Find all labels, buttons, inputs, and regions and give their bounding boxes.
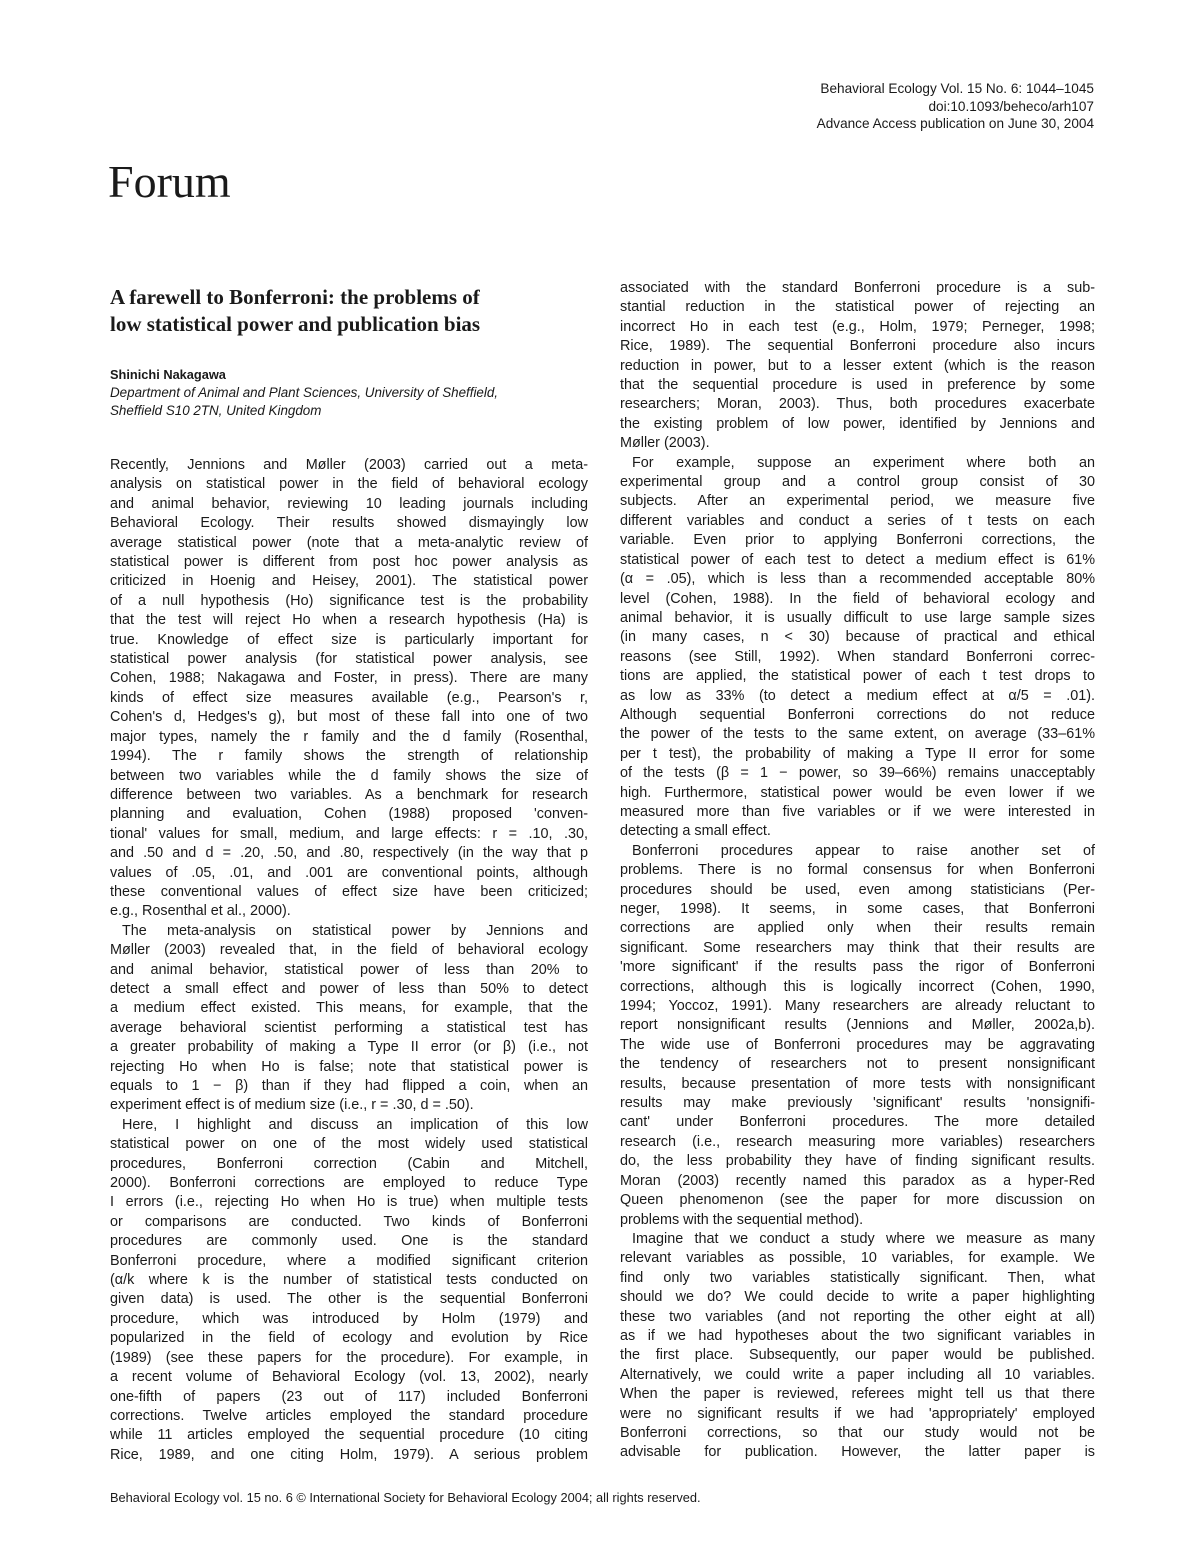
text-line: When the paper is reviewed, referees might tell us that there (620, 1386, 1095, 1403)
text-line: Bonferroni corrections, so that our study would not be (620, 1424, 1095, 1441)
text-line: (α = .05), which is less than a recommended acceptable 80% (620, 571, 1095, 588)
text-line: reduction in power, but to a lesser extent (which is the reason (620, 357, 1095, 374)
text-line: Although sequential Bonferroni corrections do not reduce (620, 706, 1095, 723)
affiliation-line-1: Department of Animal and Plant Sciences, University of Sheffield, (110, 385, 499, 400)
text-line: report nonsignificant results (Jennions and Møller, 2002a,b). (620, 1017, 1095, 1034)
publication-date: Advance Access publication on June 30, 2004 (816, 116, 1094, 131)
text-line: The wide use of Bonferroni procedures may be aggravating (620, 1036, 1095, 1053)
text-line: should we do? We could decide to write a paper highlighting (620, 1289, 1095, 1306)
text-line: For example, suppose an experiment where both an (632, 454, 1095, 471)
text-line: given data) is used. The other is the sequential Bonferroni (110, 1291, 588, 1308)
text-line: procedure, which was introduced by Holm (1979) and (110, 1310, 588, 1327)
text-line: as low as 33% (to detect a medium effect at α/5 = .01). (620, 687, 1095, 704)
journal-header (817, 80, 1094, 133)
text-line: Moran (2003) recently named this paradox as a hyper-Red (620, 1172, 1095, 1189)
text-line: Cohen's d, Hedges's g), but most of these fall into one of two (110, 709, 588, 726)
text-line: the first place. Subsequently, our paper would be published. (620, 1347, 1095, 1364)
text-line: the tendency of researchers not to present nonsignificant (620, 1056, 1095, 1073)
article-title (110, 284, 588, 338)
text-line: corrections are applied only when their results remain (620, 920, 1095, 937)
text-line: relevant variables as possible, 10 variables, for example. We (620, 1250, 1095, 1267)
text-line: criticized in Hoenig and Heisey, 2001). The statistical power (110, 573, 588, 590)
text-line: experiment effect is of medium size (i.e., r = .30, d = .50). (110, 1097, 474, 1114)
doi: doi:10.1093/beheco/arh107 (928, 98, 1094, 114)
text-line: corrections, although this is logically incorrect (Cohen, 1990, (620, 978, 1095, 995)
text-line: Queen phenomenon (see the paper for more discussion on (620, 1192, 1095, 1209)
text-line: a greater probability of making a Type II error (or β) (i.e., not (110, 1039, 588, 1056)
text-line: (α/k where k is the number of statistical tests conducted on (110, 1272, 588, 1289)
text-line: animal behavior, it is usually difficult to use large sample sizes (620, 609, 1095, 626)
text-line: experimental group and a control group consist of 30 (620, 474, 1095, 491)
text-line: do, the less probability they have of finding significant results. (620, 1153, 1095, 1170)
text-line: neger, 1998). It seems, in some cases, that Bonferroni (620, 901, 1095, 917)
text-line: Møller (2003) revealed that, in the field of behavioral ecology (110, 942, 588, 959)
text-line: while 11 articles employed the sequential procedure (10 citing (110, 1427, 588, 1444)
text-line: cant' under Bonferroni procedures. The more detailed (620, 1114, 1095, 1131)
text-line: (1989) (see these papers for the procedure). For example, in (110, 1349, 588, 1366)
text-line: Alternatively, we could write a paper including all 10 variables. (620, 1366, 1095, 1383)
text-line: high. Furthermore, statistical power would be even lower if we (620, 784, 1095, 801)
text-line: 'more significant' if the results pass the rigor of Bonferroni (620, 959, 1095, 976)
text-line: associated with the standard Bonferroni procedure is a sub- (620, 280, 1095, 296)
text-line: or comparisons are conducted. Two kinds of Bonferroni (110, 1213, 588, 1230)
text-line: (in many cases, n < 30) because of practical and ethical (620, 629, 1095, 646)
left-column-body (110, 456, 588, 1465)
text-line: incorrect Ho in each test (e.g., Holm, 1979; Perneger, 1998; (620, 318, 1095, 335)
text-line: procedures should be used, even among statisticians (Per- (620, 881, 1095, 898)
text-line: results, because presentation of more tests with nonsignificant (620, 1075, 1095, 1092)
text-line: and animal behavior, statistical power of less than 20% to (110, 961, 588, 978)
text-line: problems. There is no formal consensus for when Bonferroni (620, 862, 1095, 879)
text-line: Behavioral Ecology. Their results showed dismayingly low (110, 515, 588, 532)
text-line: statistical power on one of the most widely used statistical (110, 1136, 588, 1153)
text-line: the existing problem of low power, identified by Jennions and (620, 415, 1095, 432)
text-line: 2000). Bonferroni corrections are employed to reduce Type (110, 1175, 588, 1192)
text-line: procedures are commonly used. One is the standard (110, 1233, 588, 1250)
text-line: values of .05, .01, and .001 are conventional points, although (110, 864, 588, 881)
title-line-1: A farewell to Bonferroni: the problems of (110, 285, 480, 309)
title-line-2: low statistical power and publication bias (110, 312, 481, 336)
affiliation-line-2: Sheffield S10 2TN, United Kingdom (110, 403, 322, 418)
text-line: between two variables while the d family shows the size of (110, 767, 588, 784)
right-column-body (620, 279, 1095, 1463)
text-line: Recently, Jennions and Møller (2003) carried out a meta- (110, 457, 588, 473)
text-line: results may make previously 'significant' results 'nonsignifi- (620, 1095, 1095, 1112)
text-line: problems with the sequential method). (620, 1211, 864, 1228)
text-line: the power of the tests to the same extent, on average (33–61% (620, 726, 1095, 743)
text-line: procedures, Bonferroni correction (Cabin and Mitchell, (110, 1155, 588, 1172)
text-line: a medium effect existed. This means, for example, that the (110, 1000, 588, 1017)
text-line: statistical power of each test to detect a medium effect is 61% (620, 551, 1095, 568)
text-line: The meta-analysis on statistical power by Jennions and (122, 922, 588, 939)
text-line: Rice, 1989). The sequential Bonferroni procedure also incurs (620, 338, 1095, 355)
text-line: variable. Even prior to applying Bonferroni corrections, the (620, 532, 1095, 549)
text-line: one-fifth of papers (23 out of 117) included Bonferroni (110, 1388, 588, 1405)
text-line: and animal behavior, reviewing 10 leading journals including (110, 495, 588, 512)
text-line: significant. Some researchers may think that their results are (620, 939, 1095, 956)
text-line: and .50 and d = .20, .50, and .80, respectively (in the way that p (110, 845, 588, 862)
text-line: corrections. Twelve articles employed the standard procedure (110, 1407, 588, 1424)
author-affiliation (110, 384, 588, 420)
text-line: of a null hypothesis (Ho) significance test is the probability (110, 592, 588, 609)
text-line: Rice, 1989, and one citing Holm, 1979). A serious problem (110, 1446, 588, 1463)
text-line: Imagine that we conduct a study where we measure as many (632, 1230, 1095, 1247)
text-line: e.g., Rosenthal et al., 2000). (110, 903, 291, 920)
text-line: researchers; Moran, 2003). Thus, both procedures exacerbate (620, 396, 1095, 413)
text-line: measured more than five variables or if we were interested in (620, 803, 1095, 820)
text-line: level (Cohen, 1988). In the field of behavioral ecology and (620, 590, 1095, 607)
text-line: reasons (see Still, 1992). When standard Bonferroni correc- (620, 648, 1095, 665)
text-line: true. Knowledge of effect size is particularly important for (110, 631, 588, 648)
text-line: major types, namely the r family and the d family (Rosenthal, (110, 728, 588, 745)
text-line: Cohen, 1988; Nakagawa and Foster, in press). There are many (110, 670, 588, 687)
journal-citation: Behavioral Ecology Vol. 15 No. 6: 1044–1045 (820, 81, 1094, 96)
text-line: statistical power analysis (for statistical power analysis, see (110, 651, 588, 668)
text-line: detect a small effect and power of less than 50% to detect (110, 980, 588, 997)
text-line: per t test), the probability of making a Type II error for some (620, 745, 1095, 762)
text-line: that the test will reject Ho when a research hypothesis (Ha) is (110, 612, 588, 629)
text-line: Here, I highlight and discuss an implication of this low (122, 1116, 588, 1133)
text-line: I errors (i.e., rejecting Ho when Ho is true) when multiple tests (110, 1194, 588, 1211)
text-line: planning and evaluation, Cohen (1988) proposed 'conven- (110, 806, 588, 823)
text-line: as if we had hypotheses about the two significant variables in (620, 1327, 1095, 1344)
text-line: statistical power is different from post hoc power analysis as (110, 554, 588, 571)
text-line: 1994). The r family shows the strength of relationship (110, 748, 588, 765)
text-line: average statistical power (note that a meta-analytic review of (110, 534, 588, 551)
text-line: analysis on statistical power in the field of behavioral ecology (110, 476, 588, 493)
text-line: Bonferroni procedures appear to raise another set of (632, 842, 1095, 859)
section-label: Forum (108, 156, 231, 207)
text-line: Møller (2003). (620, 435, 710, 452)
text-line: tions are applied, the statistical power of each t test drops to (620, 668, 1095, 685)
text-line: 1994; Yoccoz, 1991). Many researchers are already reluctant to (620, 998, 1095, 1015)
text-line: find only two variables statistically significant. Then, what (620, 1269, 1095, 1286)
text-line: research (i.e., research measuring more variables) researchers (620, 1133, 1095, 1150)
text-line: of the tests (β = 1 − power, so 39–66%) remains unacceptably (620, 765, 1095, 782)
text-line: difference between two variables. As a benchmark for research (110, 786, 588, 803)
text-line: average behavioral scientist performing a statistical test has (110, 1019, 588, 1036)
author-name: Shinichi Nakagawa (110, 367, 226, 382)
text-line: equals to 1 − β) than if they had flipped a coin, when an (110, 1078, 588, 1094)
text-line: tional' values for small, medium, and large effects: r = .10, .30, (110, 825, 588, 842)
text-line: advisable for publication. However, the latter paper is (620, 1444, 1095, 1461)
text-line: popularized in the field of ecology and evolution by Rice (110, 1330, 588, 1347)
text-line: these two variables (and not reporting the other eight at all) (620, 1308, 1095, 1325)
text-line: were no significant results if we had 'appropriately' employed (620, 1405, 1095, 1422)
text-line: detecting a small effect. (620, 823, 771, 840)
text-line: different variables and conduct a series of t tests on each (620, 512, 1095, 529)
text-line: a recent volume of Behavioral Ecology (vol. 13, 2002), nearly (110, 1369, 588, 1386)
copyright-footer: Behavioral Ecology vol. 15 no. 6 © International Society for Behavioral Ecology 2004; all rights reserved. (110, 1490, 701, 1505)
text-line: kinds of effect size measures available (e.g., Pearson's r, (110, 689, 588, 706)
text-line: subjects. After an experimental period, we measure five (620, 493, 1095, 510)
text-line: these conventional values of effect size have been criticized; (110, 883, 588, 900)
text-line: stantial reduction in the statistical power of rejecting an (620, 299, 1095, 316)
text-line: Bonferroni procedure, where a modified significant criterion (110, 1252, 588, 1269)
text-line: that the sequential procedure is used in preference by some (620, 377, 1095, 394)
text-line: rejecting Ho when Ho is false; note that statistical power is (110, 1058, 588, 1075)
